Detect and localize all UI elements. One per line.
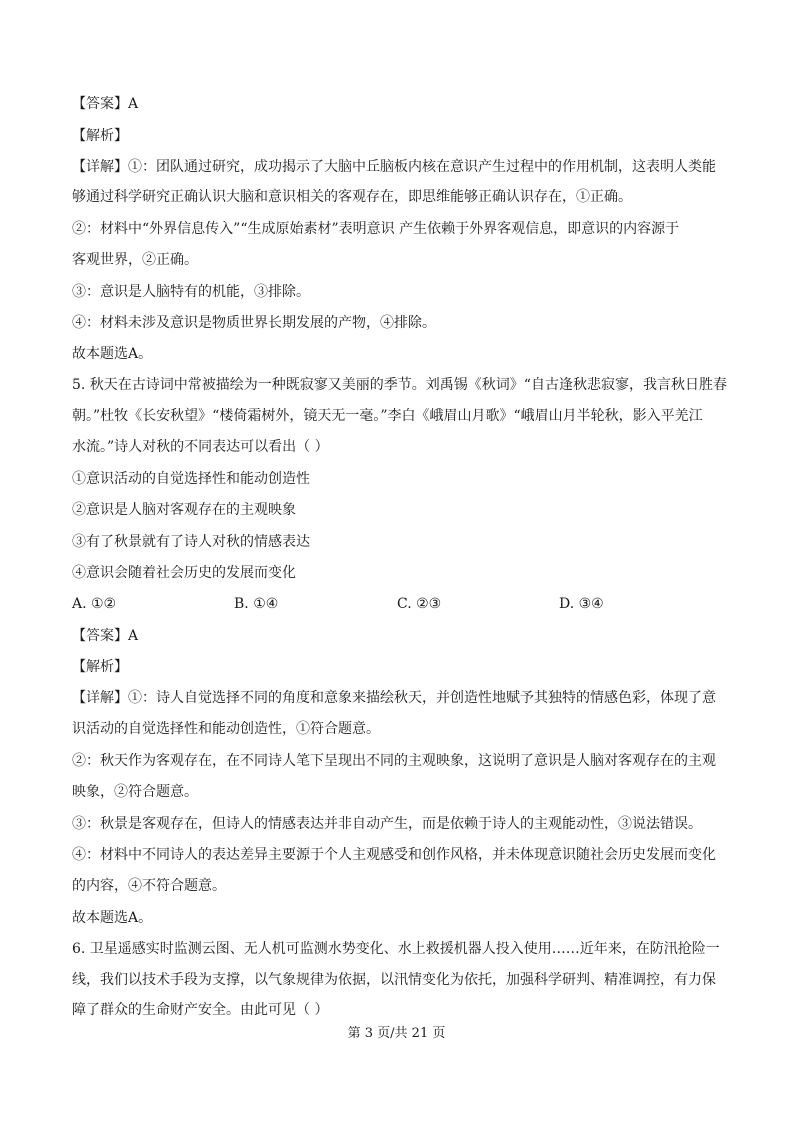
answer-options	[72, 594, 712, 614]
detail-text: 【详解】①：团队通过研究，成功揭示了大脑中丘脑板内核在意识产生过程中的作用机制，这表明人类能	[72, 159, 716, 175]
statement-item: ②意识是人脑对客观存在的主观映象	[72, 502, 296, 518]
conclusion-text: 故本题选A。	[72, 346, 153, 362]
analysis-label: 【解析】	[72, 128, 128, 144]
detail-text: ②：材料中“外界信息传入”“生成原始素材”表明意识 产生依赖于外界客观信息，即意识的内容源于	[72, 221, 680, 237]
option-d: D. ③④	[559, 596, 604, 612]
question-stem: 线，我们以技术手段为支撑，以气象规律为依据，以汛情变化为依托，加强科学研判、精准调控，有力保	[72, 972, 716, 988]
statement-item: ③有了秋景就有了诗人对秋的情感表达	[72, 534, 310, 550]
detail-text: ④：材料未涉及意识是物质世界长期发展的产物，④排除。	[72, 315, 436, 331]
detail-text: 客观世界，②正确。	[72, 252, 198, 268]
question-stem: 障了群众的生命财产安全。由此可见（ ）	[72, 1002, 329, 1018]
detail-text: ②：秋天作为客观存在，在不同诗人笔下呈现出不同的主观映象，这说明了意识是人脑对客观存在的主观	[72, 753, 716, 769]
detail-text: 识活动的自觉选择性和能动创造性，①符合题意。	[72, 721, 380, 737]
detail-text: ③：秋景是客观存在，但诗人的情感表达并非自动产生，而是依赖于诗人的主观能动性，③说法错误。	[72, 816, 702, 832]
detail-text: 【详解】①：诗人自觉选择不同的角度和意象来描绘秋天，并创造性地赋予其独特的情感色彩，体现了意	[72, 690, 716, 706]
question-stem: 6. 卫星遥感实时监测云图、无人机可监测水势变化、水上救援机器人投入使用……近年来，在防汛抢险一	[72, 941, 720, 957]
detail-text: 的内容，④不符合题意。	[72, 878, 226, 894]
page-number: 第 3 页/共 21 页	[347, 1026, 446, 1041]
statement-item: ④意识会随着社会历史的发展而变化	[72, 565, 296, 581]
option-c: C. ②③	[397, 596, 442, 612]
answer-label: 【答案】A	[72, 96, 139, 112]
question-stem: 水流。”诗人对秋的不同表达可以看出（ ）	[72, 439, 329, 455]
detail-text: ④：材料中不同诗人的表达差异主要源于个人主观感受和创作风格，并未体现意识随社会历史发展而变化	[72, 847, 716, 863]
analysis-label: 【解析】	[72, 659, 128, 675]
detail-text: ③：意识是人脑特有的机能，③排除。	[72, 284, 310, 300]
detail-text: 映象，②符合题意。	[72, 784, 198, 800]
option-a: A. ①②	[72, 596, 117, 612]
detail-text: 够通过科学研究正确认识大脑和意识相关的客观存在，即思维能够正确认识存在，①正确。	[72, 189, 632, 205]
conclusion-text: 故本题选A。	[72, 910, 153, 926]
answer-label: 【答案】A	[72, 628, 139, 644]
statement-item: ①意识活动的自觉选择性和能动创造性	[72, 471, 310, 487]
question-stem: 5. 秋天在古诗词中常被描绘为一种既寂寥又美丽的季节。刘禹锡《秋词》“自古逢秋悲寂寥，我言秋日胜春	[72, 377, 727, 393]
option-b: B. ①④	[234, 596, 279, 612]
question-stem: 朝。”杜牧《长安秋望》“楼倚霜树外，镜天无一毫。”李白《峨眉山月歌》“峨眉山月半轮秋，影入平羌江	[72, 408, 703, 424]
